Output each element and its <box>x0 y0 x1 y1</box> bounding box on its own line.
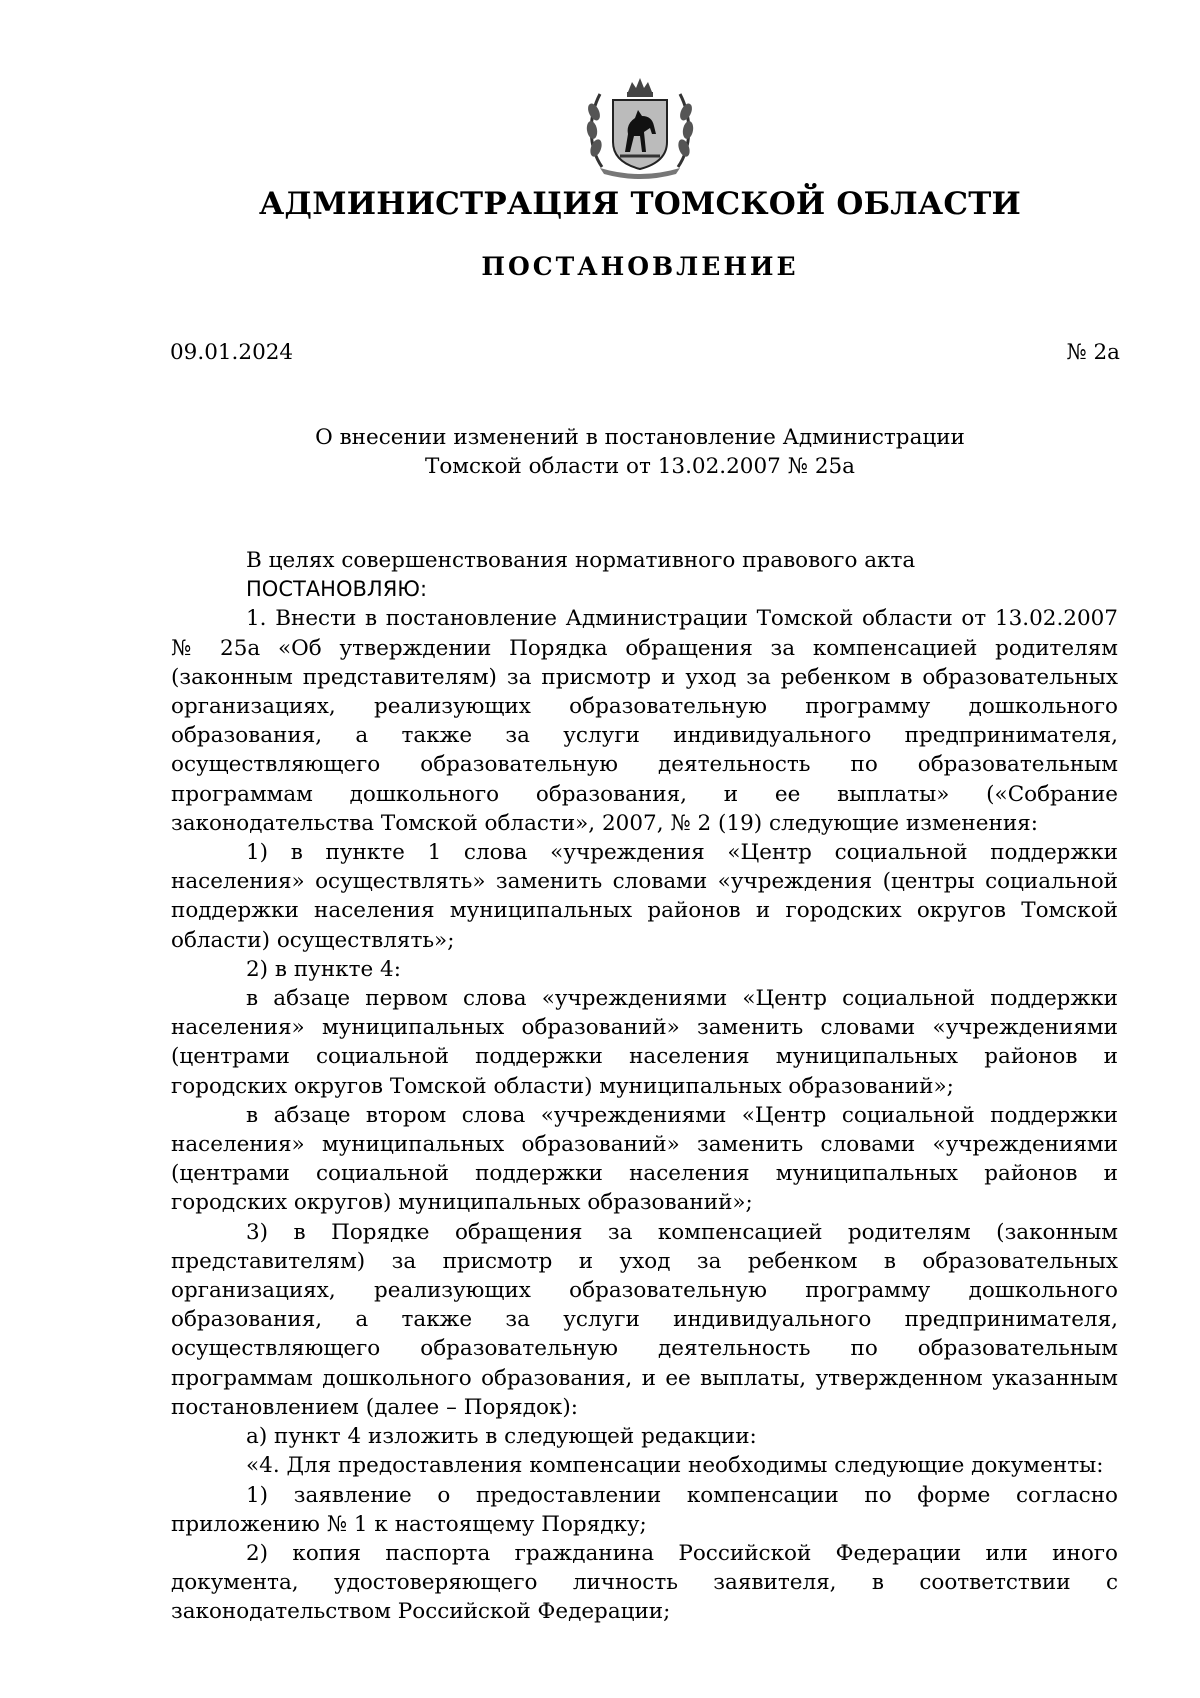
body-paragraph: 1) в пункте 1 слова «учреждения «Центр социальной поддержки населения» осуществлять» заменить словами «учреждения (центры социальной поддержки населения муниципальных районов и городских округов Томской области) осуществлять»; <box>171 840 1118 953</box>
body-paragraph: 2) копия паспорта гражданина Российской Федерации или иного документа, удостоверяющего личность заявителя, в соответствии с законодательством Российской Федерации; <box>171 1540 1118 1625</box>
document-body <box>171 546 1118 1627</box>
body-paragraph: в абзаце втором слова «учреждениями «Центр социальной поддержки населения» муниципальных образований» заменить словами «учреждениями (центрами социальной поддержки населения муниципальных районов и городских округов) муниципальных образований»; <box>171 1102 1118 1216</box>
document-subject <box>0 423 1200 481</box>
document-number: № 2а <box>1066 340 1120 365</box>
body-paragraph: 1. Внести в постановление Администрации Томской области от 13.02.2007 № 25а «Об утверждении Порядка обращения за компенсацией родителям (законным представителям) за присмотр и уход за ребенком в образовательных организациях, реализующих образовательную программу дошкольного образования, а также за услуги индивидуального предпринимателя, осуществляющего образовательную деятельность по образовательным программам дошкольного образования, и ее выплаты» («Собрание законодательства Томской области», 2007, № 2 (19) следующие изменения: <box>171 606 1118 836</box>
body-paragraph: «4. Для предоставления компенсации необходимы следующие документы: <box>246 1453 1104 1479</box>
body-paragraph: 1) заявление о предоставлении компенсации по форме согласно приложению № 1 к настоящему Порядку; <box>171 1482 1118 1537</box>
organization-title: АДМИНИСТРАЦИЯ ТОМСКОЙ ОБЛАСТИ <box>258 186 1021 222</box>
body-paragraph: 3) в Порядке обращения за компенсацией родителям (законным представителям) за присмотр и уход за ребенком в образовательных организациях, реализующих образовательную программу дошкольного образования, а также за услуги индивидуального предпринимателя, осуществляющего образовательную деятельность по образовательным программам дошкольного образования, и ее выплаты, утвержденном указанным постановлением (далее – Порядок): <box>171 1219 1118 1420</box>
body-paragraph: в абзаце первом слова «учреждениями «Центр социальной поддержки населения» муниципальных образований» заменить словами «учреждениями (центрами социальной поддержки населения муниципальных районов и городских округов Томской области) муниципальных образований»; <box>171 986 1118 1099</box>
subject-line-1: О внесении изменений в постановление Администрации <box>315 425 965 450</box>
subject-line-2: Томской области от 13.02.2007 № 25а <box>424 454 856 479</box>
coat-of-arms-icon <box>580 72 700 182</box>
preamble-paragraph: В целях совершенствования нормативного правового акта <box>246 548 916 573</box>
body-paragraph: а) пункт 4 изложить в следующей редакции: <box>246 1424 757 1450</box>
document-type-title: ПОСТАНОВЛЕНИЕ <box>481 252 799 281</box>
decree-word: ПОСТАНОВЛЯЮ: <box>246 577 428 602</box>
body-paragraph: 2) в пункте 4: <box>246 956 401 982</box>
document-date: 09.01.2024 <box>170 340 294 365</box>
